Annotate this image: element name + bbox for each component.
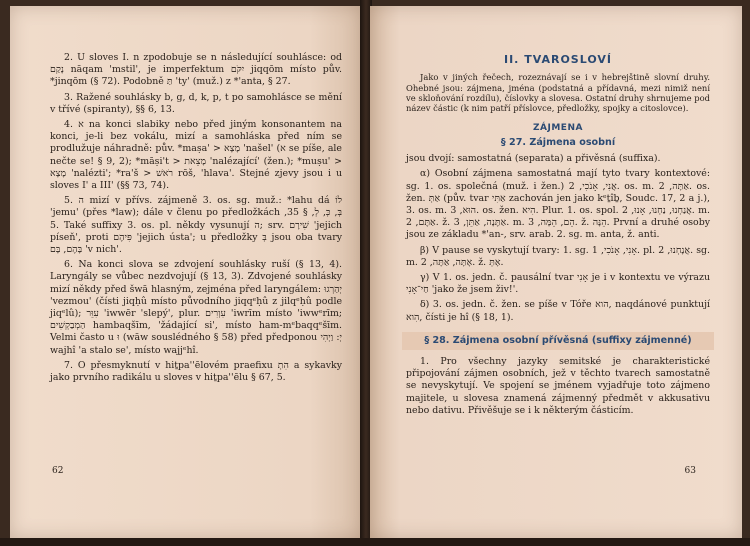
right-page-text <box>406 52 710 420</box>
paragraph: 2. U sloves I. n zpodobuje se n následující souhlásce: od נָקַם nāqam 'mstil', je imperfektum יִקֹּם jiqqōm místo pův. *jinqōm (§ 72). Podobně תַּ 'ty' (muž.) z *'anta, § 27. <box>50 52 342 88</box>
page-number-left: 62 <box>52 466 64 476</box>
paragraph: 7. O přesmyknutí v hiṯpa''ēlovém praefixu הִתְ a sykavky jako prvního radikálu u sloves v hiṯpa''ēlu § 67, 5. <box>50 359 343 384</box>
paragraph: 4. א na konci slabiky nebo před jiným konsonantem na konci, je-li bez vokálu, mizí a samohláska před ním se prodlužuje náhradně: pův. *maṣa' > מָצָא 'našel' (א se píše, ale nečte se! § 9, 2); *māṣi't > מָצֵאת 'nalézající' (žen.); *muṣu' > מָצָא 'nalézti'; *ra'š > רֹאשׁ rōš, 'hlava'. Stejné zjevy jsou i u sloves I' a III' (§§ 73, 74). <box>50 119 342 192</box>
right-page <box>370 6 742 538</box>
paragraph: 1. Pro všechny jazyky semitské je charakteristické připojování zájmen osobních, jež v těchto tvarech samostatně se nevyskytují. Ve spojení se jménem vyjadřuje toto zájmeno majitele, u slovesa znamená zájmenný předmět v akkusativu nebo dativu. Přivěšuje se i k některým částicím. <box>406 356 710 416</box>
paragraph: 6. Na konci slova se zdvojení souhlásky ruší (§ 13, 4). Laryngály se vůbec nezdvojují (§ 13, 3). Zdvojené souhlásky mizí někdy před šwā hlasným, zejména před laryngálem: יְהַרְגוּ 'vezmou' (čísti jiqḥû místo původního jiqqᵉḥû z jilqᵉḥû podle jiqᵉlû); עִוֵּר 'iwwēr 'slepý', plur. עִוְרִים 'iwrīm místo 'iwwᵉrīm; הַמְבַקְשִׁים hambaqšīm, 'žádající si', místo ham-mᵉbaqqᵉšīm. Velmi často u וּ (wāw souslédného § 58) před předponou יְ: וַיְהִי wajhî 'a stalo se', místo wajjᵉhî. <box>50 259 343 356</box>
chapter-title: II. TVAROSLOVÍ <box>504 53 612 66</box>
section-27-title: § 27. Zájmena osobní <box>500 137 616 149</box>
paragraph: δ) 3. os. jedn. č. žen. se píše v Tóře הוא, naqdánové punktují הִוא, čísti je hî (§ 18, 1). <box>406 299 711 323</box>
book-edge <box>0 538 750 546</box>
left-page-text <box>50 52 342 387</box>
paragraph: β) V pause se vyskytují tvary: 1. sg. אָנִי, אָנֹכִי, 1. pl. אֲנָחְנוּ, 2. sg. m. אָתָּה, אַתָּה, 2. ž. אָתְּ. <box>406 244 710 268</box>
chapter-intro: Jako v jiných řečech, rozeznávají se i v hebrejštině slovní druhy. Ohebné jsou: zájmena, jména (podstatná a přídavná, mezi nimiž není ve skloňování rozdílu), číslovky a slovesa. Ostatní druhy shrnujeme pod název částic (k nim patří příslovce, předložky, spojky a citoslovce). <box>406 72 710 114</box>
paragraph: 5. ה mizí v přívs. zájmeně 3. os. sg. muž.: *lahu dá לוֹ 'jemu' (přes *law); dále v členu po předložkách בְּ, כְּ, לְ, § 35, 5. Také suffixy 3. os. pl. někdy vysunují ה; srv. שִׁירָם 'jejich píseň', proti פִּיהֶם 'jejich ústa'; u předložky בְּ jsou oba tvary בָּהֶם, בָּם 'v nich'. <box>50 195 342 256</box>
paragraph: α) Osobní zájmena samostatná mají tyto tvary kontextové: sg. 1. os. společná (muž. i žen.) אֲנִי, אָנֹכִי, 2. os. m. אַתָּה, 2. os. žen. אַתְּ (pův. tvar אַתִּי zachován jen jako kᵉṯîḇ, Soudc. 17, 2 a j.), 3. os. m. הוּא, 3. os. žen. הִיא. Plur. 1. os. spol. אֲנַחְנוּ, נַחְנוּ, אָנוּ, 2. m. אַתֶּם, 2. ž. אַתֶּנָה, אַתֵּן, 3. m. הֵם, הֵמָּה, 3. ž. הֵנָּה. První a druhé osoby jsou ze základu *'an-, srv. arab. 2. sg. m. anta, ž. anti. <box>406 168 710 241</box>
paragraph: γ) V 1. os. jedn. č. pausální tvar אָנִי je i v kontextu ve výrazu חַי־אָנִי 'jako že jsem živ!'. <box>406 272 710 296</box>
paragraph: 3. Ražené souhlásky b, g, d, k, p, t po samohlásce se mění v třívé (spiranty), §§ 6, 13. <box>50 91 342 115</box>
section-28-title: § 28. Zájmena osobní přívěsná (suffixy zájmenné) <box>402 332 714 350</box>
section-title: ZÁJMENA <box>533 122 583 133</box>
page-number-right: 63 <box>684 466 696 476</box>
section-27-lead: jsou dvojí: samostatná (separata) a přivěsná (suffixa). <box>406 153 661 165</box>
left-page <box>10 6 362 538</box>
